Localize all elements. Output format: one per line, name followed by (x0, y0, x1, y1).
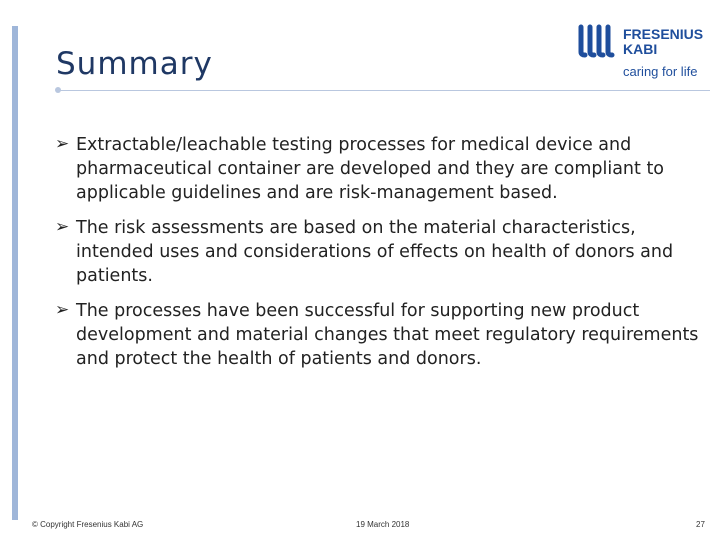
footer-date: 19 March 2018 (356, 520, 410, 529)
arrow-bullet-icon: ➢ (55, 134, 70, 154)
bullet-text: The processes have been successful for supporting new product development and material changes that meet regulatory requirements and protect the health of patients and donors. (76, 301, 699, 369)
footer-copyright: © Copyright Fresenius Kabi AG (32, 520, 144, 529)
logo-mark-icon (576, 24, 618, 58)
bullet-text: Extractable/leachable testing processes for medical device and pharmaceutical container are developed and they are compliant to applicable guidelines and are risk-management based. (76, 135, 665, 203)
logo-name-line1: FRESENIUS (623, 26, 704, 42)
bullet-text: The risk assessments are based on the material characteristics, intended uses and considerations of effects on health of donors and patients. (76, 218, 674, 286)
bullet-item (55, 133, 710, 205)
bullet-item (55, 216, 710, 288)
left-accent-bar (12, 26, 18, 520)
page-number: 27 (696, 520, 705, 529)
slide-title: Summary (56, 46, 213, 82)
bullet-item (55, 299, 710, 371)
arrow-bullet-icon: ➢ (55, 217, 70, 237)
fresenius-kabi-logo (576, 24, 710, 80)
title-divider (58, 90, 710, 91)
bullet-list (55, 133, 710, 382)
logo-tagline: caring for life (623, 64, 698, 79)
logo-name-line2: KABI (623, 41, 658, 57)
arrow-bullet-icon: ➢ (55, 300, 70, 320)
